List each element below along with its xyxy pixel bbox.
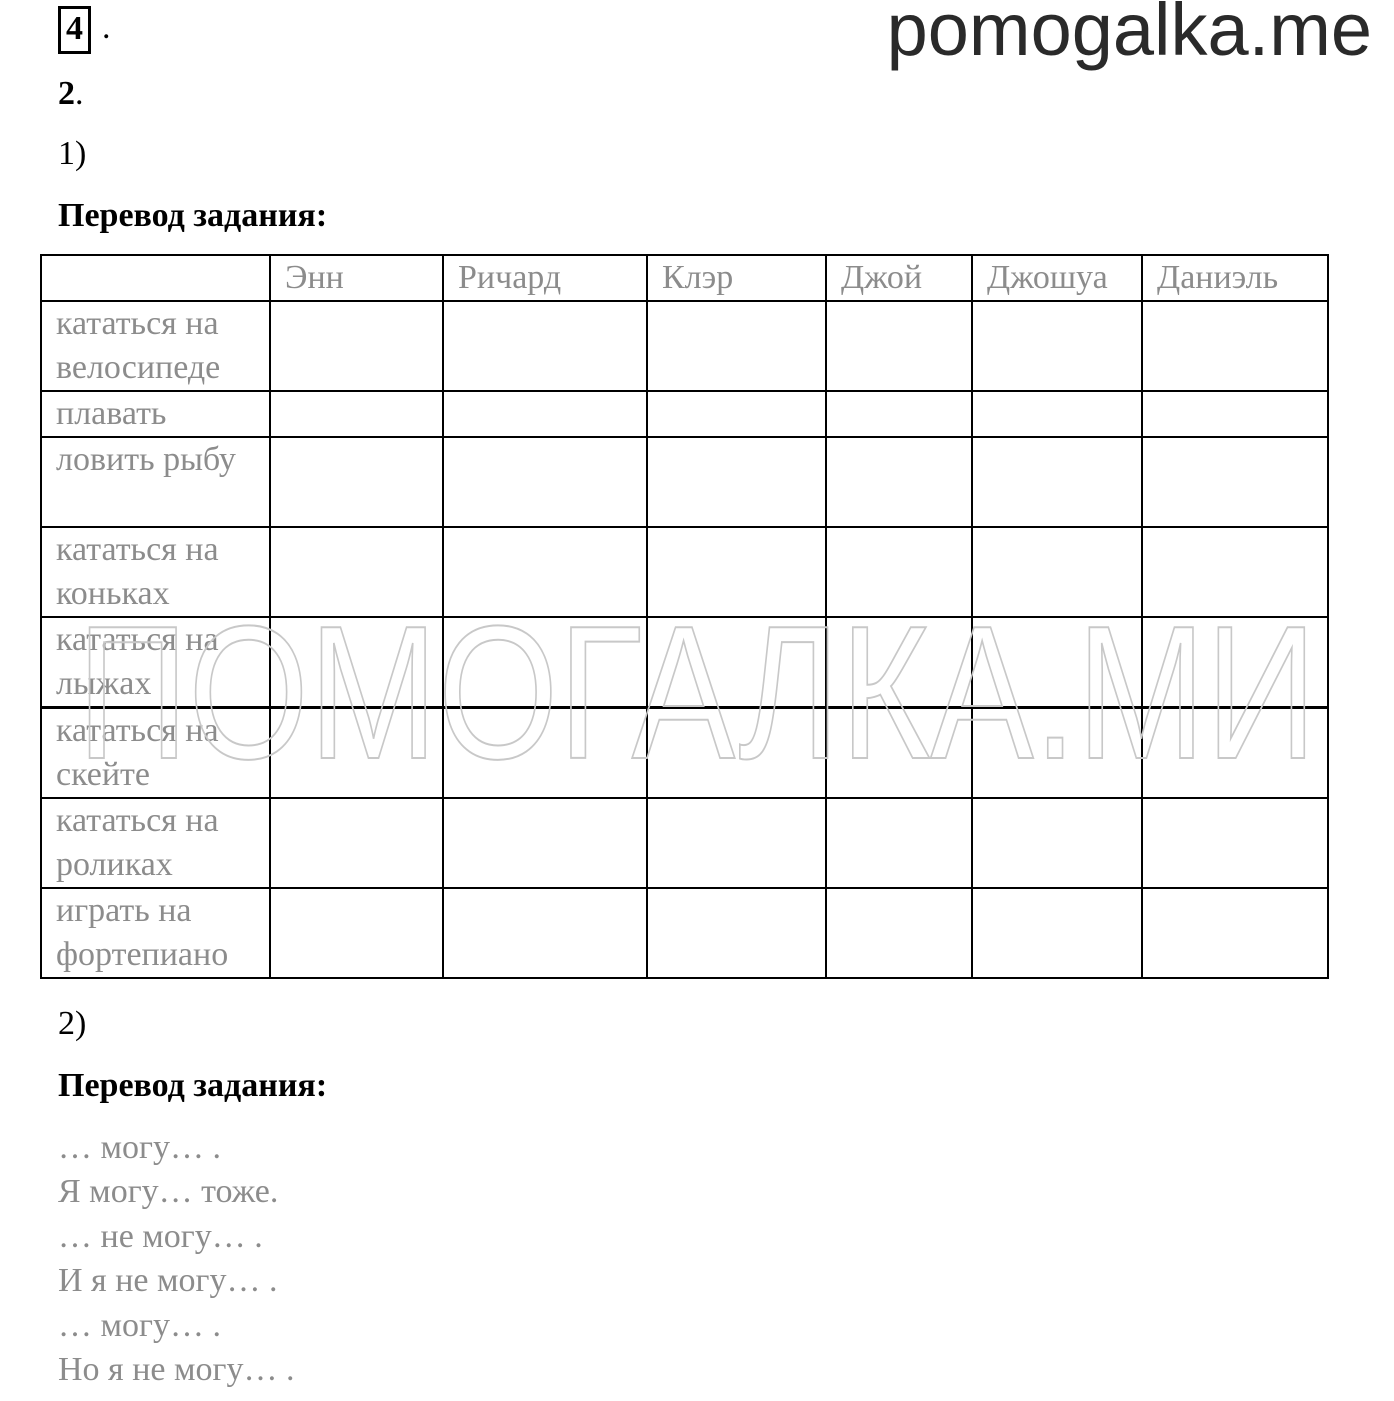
table-cell[interactable] bbox=[647, 437, 826, 527]
task-number: 4 bbox=[66, 10, 83, 47]
phrase-line: Но я не могу… . bbox=[58, 1351, 295, 1388]
table-cell[interactable] bbox=[443, 437, 647, 527]
table-cell[interactable] bbox=[270, 708, 443, 799]
table-cell[interactable] bbox=[270, 617, 443, 708]
table-cell[interactable] bbox=[972, 437, 1142, 527]
exercise-number bbox=[58, 72, 84, 116]
row-label: плавать bbox=[41, 391, 270, 437]
table-cell[interactable] bbox=[443, 527, 647, 617]
table-header-cell: Ричард bbox=[443, 255, 647, 301]
phrase-line: Я могу… тоже. bbox=[58, 1173, 279, 1210]
exercise-number-dot: . bbox=[75, 75, 84, 112]
table-cell[interactable] bbox=[270, 527, 443, 617]
table-cell[interactable] bbox=[1142, 798, 1328, 888]
table-cell[interactable] bbox=[972, 798, 1142, 888]
table-row bbox=[41, 301, 1328, 391]
table-cell[interactable] bbox=[826, 391, 972, 437]
row-label: кататься на велосипеде bbox=[41, 301, 270, 391]
table-row bbox=[41, 888, 1328, 978]
table-cell[interactable] bbox=[826, 437, 972, 527]
watermark-text: ПОМОГАЛКА.МИ bbox=[77, 600, 1317, 780]
table-cell[interactable] bbox=[443, 391, 647, 437]
table-cell[interactable] bbox=[1142, 301, 1328, 391]
table-row bbox=[41, 798, 1328, 888]
table-cell[interactable] bbox=[443, 301, 647, 391]
table-cell[interactable] bbox=[1142, 617, 1328, 708]
table-cell[interactable] bbox=[826, 527, 972, 617]
table-row bbox=[41, 437, 1328, 527]
part2-label: 2) bbox=[58, 1005, 87, 1042]
site-logo-text: pomogalka.me bbox=[886, 0, 1372, 71]
table-cell[interactable] bbox=[826, 617, 972, 708]
phrase-line: И я не могу… . bbox=[58, 1262, 278, 1299]
phrase-line: … не могу… . bbox=[58, 1218, 263, 1255]
table-cell[interactable] bbox=[647, 798, 826, 888]
table-cell[interactable] bbox=[972, 888, 1142, 978]
table-header-cell: Клэр bbox=[647, 255, 826, 301]
table-cell[interactable] bbox=[647, 301, 826, 391]
table-cell[interactable] bbox=[1142, 888, 1328, 978]
part1-label: 1) bbox=[58, 135, 87, 172]
table-cell[interactable] bbox=[270, 798, 443, 888]
phrase-line: … могу… . bbox=[58, 1129, 221, 1166]
phrase-line: … могу… . bbox=[58, 1307, 221, 1344]
table-header-cell: Джошуа bbox=[972, 255, 1142, 301]
table-cell[interactable] bbox=[1142, 437, 1328, 527]
table-header-row bbox=[41, 255, 1328, 301]
table-cell[interactable] bbox=[270, 301, 443, 391]
table-cell[interactable] bbox=[972, 301, 1142, 391]
task-number-box bbox=[58, 6, 91, 54]
row-label: кататься на роликах bbox=[41, 798, 270, 888]
table-cell[interactable] bbox=[826, 888, 972, 978]
row-label: кататься на лыжах bbox=[41, 617, 270, 708]
table-cell[interactable] bbox=[972, 527, 1142, 617]
table-cell[interactable] bbox=[647, 391, 826, 437]
table-cell[interactable] bbox=[647, 888, 826, 978]
table-cell[interactable] bbox=[1142, 391, 1328, 437]
table-cell[interactable] bbox=[270, 888, 443, 978]
table-cell[interactable] bbox=[826, 708, 972, 799]
table-cell[interactable] bbox=[647, 708, 826, 799]
table-header-cell: Даниэль bbox=[1142, 255, 1328, 301]
table-row bbox=[41, 527, 1328, 617]
table-header-cell: Энн bbox=[270, 255, 443, 301]
exercise-number-value: 2 bbox=[58, 75, 75, 112]
part2-heading: Перевод задания: bbox=[58, 1067, 328, 1104]
table-cell[interactable] bbox=[443, 708, 647, 799]
table-row bbox=[41, 617, 1328, 708]
row-label: ловить рыбу bbox=[41, 437, 270, 527]
row-label: кататься на коньках bbox=[41, 527, 270, 617]
table-cell[interactable] bbox=[972, 708, 1142, 799]
table-cell[interactable] bbox=[443, 888, 647, 978]
row-label: кататься на скейте bbox=[41, 708, 270, 799]
table-cell[interactable] bbox=[972, 617, 1142, 708]
table-cell[interactable] bbox=[270, 391, 443, 437]
table-cell[interactable] bbox=[270, 437, 443, 527]
table-row bbox=[41, 391, 1328, 437]
table-header-cell: Джой bbox=[826, 255, 972, 301]
task-number-dot: . bbox=[102, 9, 111, 46]
table-cell[interactable] bbox=[647, 617, 826, 708]
part1-heading: Перевод задания: bbox=[58, 197, 328, 234]
activities-table bbox=[40, 254, 1329, 979]
table-cell[interactable] bbox=[826, 301, 972, 391]
table-cell[interactable] bbox=[826, 798, 972, 888]
table-row bbox=[41, 708, 1328, 799]
table-cell[interactable] bbox=[647, 527, 826, 617]
table-cell[interactable] bbox=[972, 391, 1142, 437]
table-cell[interactable] bbox=[443, 617, 647, 708]
table-cell[interactable] bbox=[1142, 708, 1328, 799]
table-cell[interactable] bbox=[443, 798, 647, 888]
row-label: играть на фортепиано bbox=[41, 888, 270, 978]
table-cell[interactable] bbox=[1142, 527, 1328, 617]
table-header-cell bbox=[41, 255, 270, 301]
